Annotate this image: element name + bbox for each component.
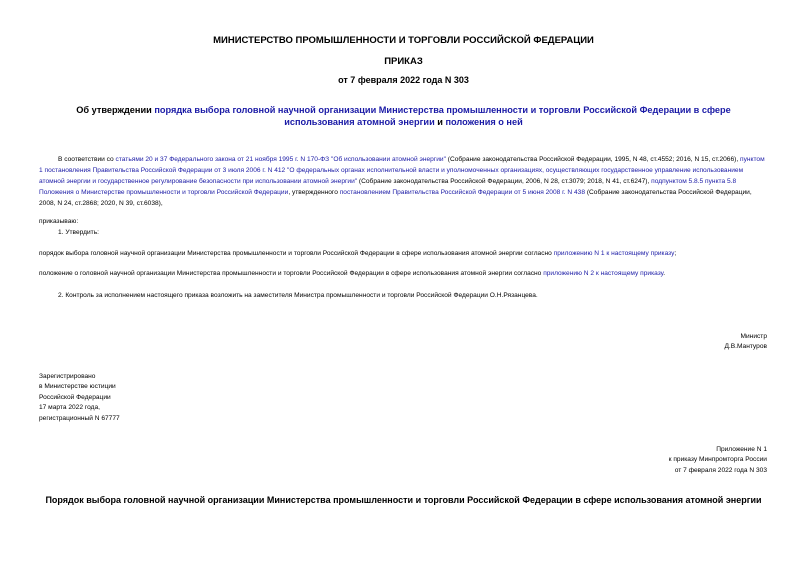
order-p1-end: ;: [674, 250, 677, 257]
appendix-title: Порядок выбора головной научной организации Министерства промышленности и торговли Российской Федерации в сфере использования атомной энергии: [45, 495, 762, 505]
preamble-link-resolution-438[interactable]: постановлением Правительства Российской Федерации от 5 июня 2008 г. N 438: [339, 189, 585, 196]
signature-name: Д.В.Мантуров: [724, 343, 767, 350]
appendix-line-1: Приложение N 1: [716, 446, 767, 453]
order-p2-text: положение о головной научной организации Министерства промышленности и торговли Российской Федерации в сфере использования атомной энергии согласно: [39, 270, 544, 277]
preamble-link-resolution-412[interactable]: пунктом 1 постановления Правительства Российской Федерации от 3 июля 2006 г. N 412 "О федеральных органах исполнительной власти и уполномоченных организациях, осуществляющих государственное управление использованием атомной энергии и государственное регулирование безопасности при использовании атомной энергии": [39, 156, 765, 185]
signature-position: Министр: [740, 333, 767, 340]
preamble-text-4: , утвержденного: [288, 189, 340, 196]
ministry-heading: МИНИСТЕРСТВО ПРОМЫШЛЕННОСТИ И ТОРГОВЛИ РОССИЙСКОЙ ФЕДЕРАЦИИ: [213, 35, 594, 46]
order-item-2: 2. Контроль за исполнением настоящего приказа возложить на заместителя Министра промышленности и торговли Российской Федерации О.Н.Рязанцева.: [58, 292, 538, 299]
order-paragraph-2: [39, 268, 769, 279]
preamble-link-subclause[interactable]: подпунктом 5.8.5 пункта 5.8 Положения о Министерстве промышленности и торговли Российской Федерации: [39, 178, 737, 196]
preamble-paragraph: [39, 154, 769, 209]
preamble-text-3: (Собрание законодательства Российской Федерации, 2006, N 28, ст.3079; 2018, N 41, ст.6247),: [357, 178, 652, 185]
order-paragraph-1: [39, 248, 769, 259]
registration-line-4: 17 марта 2022 года,: [39, 404, 100, 412]
appendix-2-link[interactable]: приложению N 2 к настоящему приказу: [543, 270, 664, 277]
registration-line-1: Зарегистрировано: [39, 373, 96, 380]
title-link-order[interactable]: порядка выбора головной научной организации Министерства промышленности и торговли Российской Федерации в сфере использования атомной энергии: [154, 105, 731, 127]
registration-block: [39, 372, 120, 424]
preamble-link-law[interactable]: статьями 20 и 37 Федерального закона от 21 ноября 1995 г. N 170-ФЗ "Об использовании атомной энергии": [115, 156, 446, 163]
appendix-block: [669, 445, 767, 476]
document-title: [40, 104, 767, 128]
preamble-text-5: (Собрание законодательства Российской Федерации, 2008, N 24, ст.2868; 2020, N 39, ст.6038),: [39, 189, 752, 207]
signature-block: [724, 332, 767, 352]
appendix-1-link[interactable]: приложению N 1 к настоящему приказу: [553, 250, 675, 257]
title-middle: и: [434, 117, 446, 127]
doc-type-heading: ПРИКАЗ: [384, 56, 423, 67]
appendix-line-3: от 7 февраля 2022 года N 303: [674, 466, 767, 474]
order-p2-end: .: [663, 270, 666, 277]
registration-line-5: регистрационный N 67777: [39, 414, 120, 422]
registration-line-2: в Министерстве юстиции: [39, 383, 116, 391]
registration-line-3: Российской Федерации: [39, 393, 111, 401]
order-item-1: 1. Утвердить:: [58, 229, 99, 236]
prikazyvayu-text: приказываю:: [39, 218, 79, 225]
preamble-text-2: (Собрание законодательства Российской Федерации, 1995, N 48, ст.4552; 2016, N 15, ст.2066),: [445, 156, 740, 163]
title-prefix: Об утверждении: [76, 105, 155, 115]
title-link-regulation[interactable]: положения о ней: [445, 117, 523, 127]
preamble-text-1: В соответствии со: [58, 156, 116, 163]
order-p1-text: порядок выбора головной научной организации Министерства промышленности и торговли Российской Федерации в сфере использования атомной энергии согласно: [39, 250, 554, 257]
date-number-heading: от 7 февраля 2022 года N 303: [338, 75, 469, 85]
appendix-line-2: к приказу Минпромторга России: [668, 456, 767, 464]
